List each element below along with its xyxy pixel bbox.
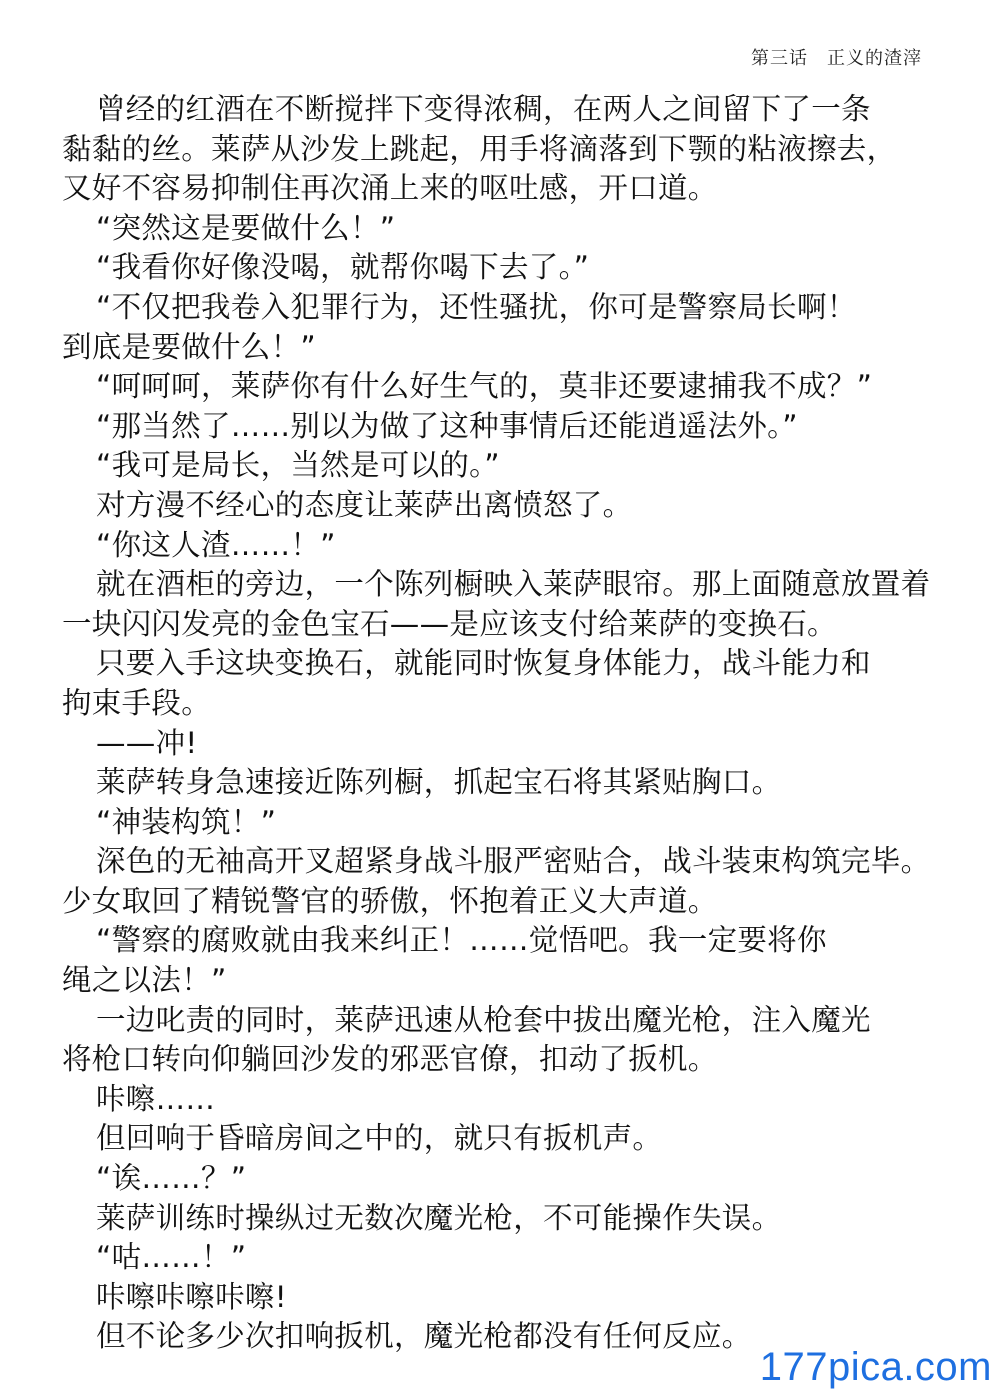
text-line: “我看你好像没喝，就帮你喝下去了。” bbox=[96, 250, 590, 285]
text-line: “咕……！” bbox=[96, 1240, 247, 1275]
watermark: 177pica.com bbox=[759, 1345, 992, 1389]
text-line: “我可是局长，当然是可以的。” bbox=[96, 448, 500, 483]
text-line: 一边叱责的同时，莱萨迅速从枪套中拔出魔光枪，注入魔光 bbox=[96, 1002, 871, 1037]
text-line: 莱萨转身急速接近陈列橱，抓起宝石将其紧贴胸口。 bbox=[96, 765, 782, 800]
text-line: 莱萨训练时操纵过无数次魔光枪，不可能操作失误。 bbox=[96, 1200, 782, 1235]
text-line: “诶……？” bbox=[96, 1161, 247, 1196]
text-line: 绳之以法！” bbox=[62, 963, 227, 998]
body-text bbox=[62, 90, 942, 1357]
text-line: 深色的无袖高开叉超紧身战斗服严密贴合，战斗装束构筑完毕。 bbox=[96, 844, 931, 879]
text-line: 咔嚓咔嚓咔嚓! bbox=[96, 1279, 287, 1314]
text-line: 拘束手段。 bbox=[62, 685, 212, 720]
text-line: 将枪口转向仰躺回沙发的邪恶官僚，扣动了扳机。 bbox=[62, 1042, 718, 1077]
text-line: 但回响于昏暗房间之中的，就只有扳机声。 bbox=[96, 1121, 663, 1156]
text-line: 到底是要做什么！” bbox=[62, 329, 316, 364]
text-line: “突然这是要做什么！” bbox=[96, 210, 396, 245]
text-line: 一块闪闪发亮的金色宝石——是应该支付给莱萨的变换石。 bbox=[62, 606, 837, 641]
text-line: 但不论多少次扣响扳机，魔光枪都没有任何反应。 bbox=[96, 1319, 752, 1354]
text-line: 就在酒柜的旁边，一个陈列橱映入莱萨眼帘。那上面随意放置着 bbox=[96, 567, 931, 602]
chapter-header: 第三话 正义的渣滓 bbox=[751, 48, 922, 69]
text-line: “那当然了……别以为做了这种事情后还能逍遥法外。” bbox=[96, 408, 798, 443]
text-line: 又好不容易抑制住再次涌上来的呕吐感，开口道。 bbox=[62, 171, 718, 206]
text-line: “警察的腐败就由我来纠正！……觉悟吧。我一定要将你 bbox=[96, 923, 827, 958]
text-line: “你这人渣……！” bbox=[96, 527, 336, 562]
text-line: 只要入手这块变换石，就能同时恢复身体能力，战斗能力和 bbox=[96, 646, 871, 681]
text-line: 曾经的红酒在不断搅拌下变得浓稠，在两人之间留下了一条 bbox=[96, 92, 871, 126]
text-line: ——冲! bbox=[96, 725, 198, 760]
text-line: 少女取回了精锐警官的骄傲，怀抱着正义大声道。 bbox=[62, 883, 718, 918]
text-line: “不仅把我卷入犯罪行为，还性骚扰，你可是警察局长啊！ bbox=[96, 289, 857, 324]
text-line: “呵呵呵，莱萨你有什么好生气的，莫非还要逮捕我不成？” bbox=[96, 369, 873, 404]
text-line: 黏黏的丝。莱萨从沙发上跳起，用手将滴落到下颚的粘液擦去， bbox=[62, 131, 897, 166]
text-line: 对方漫不经心的态度让莱萨出离愤怒了。 bbox=[96, 487, 633, 522]
text-line: “神装构筑！” bbox=[96, 804, 277, 839]
text-line: 咔嚓…… bbox=[96, 1081, 216, 1116]
